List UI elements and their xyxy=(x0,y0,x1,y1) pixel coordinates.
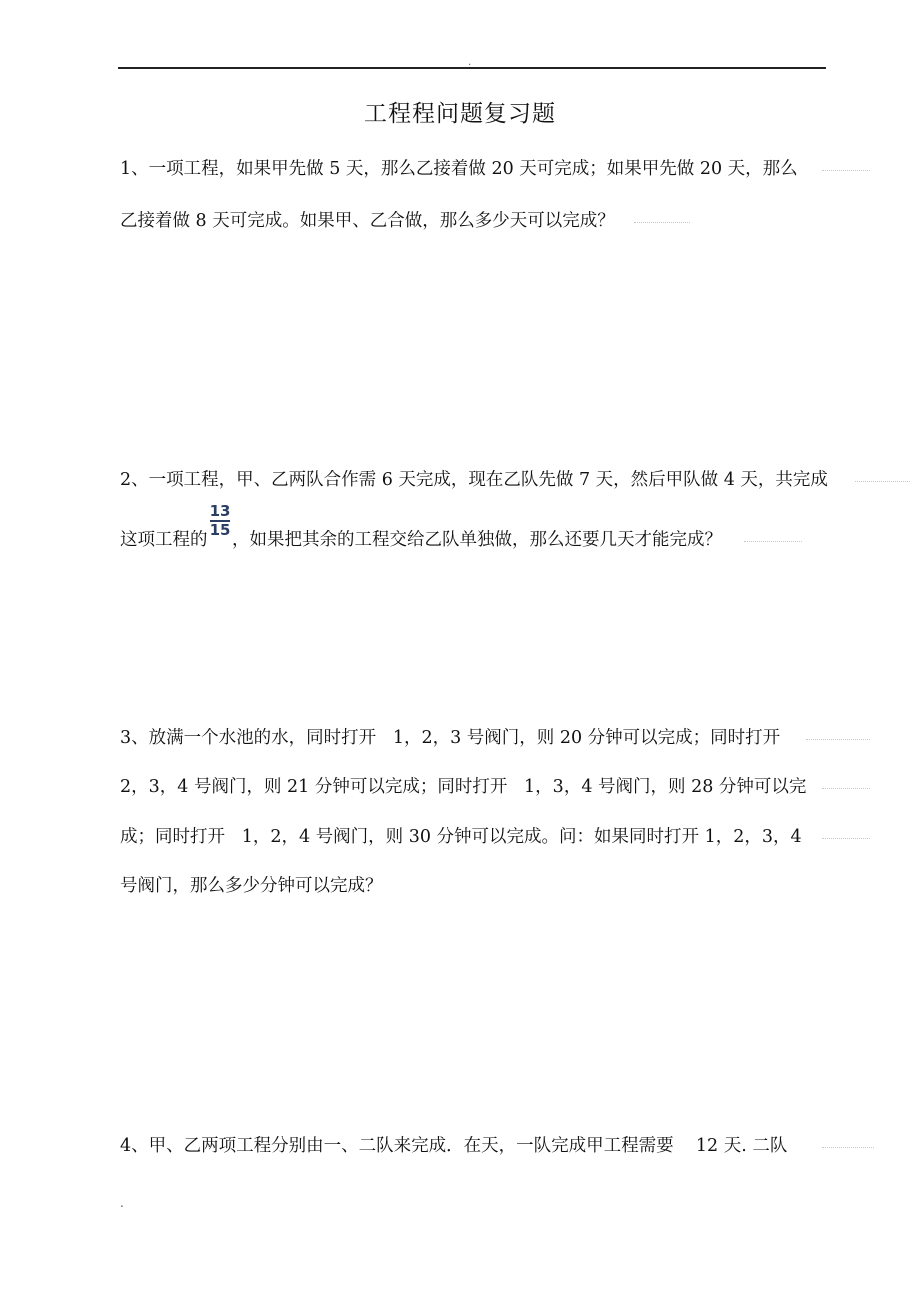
question-3-line-2: 2，3，4 号阀门，则 21 分钟可以完成；同时打开 1，3，4 号阀门，则 28 分钟可以完 xyxy=(120,777,807,797)
question-4-line-1: 4、甲、乙两项工程分别由一、二队来完成．在天，一队完成甲工程需要 12 天. 二队 xyxy=(120,1136,788,1156)
page-title: 工程程问题复习题 xyxy=(364,101,556,127)
question-2-line-1: 2、一项工程，甲、乙两队合作需 6 天完成，现在乙队先做 7 天，然后甲队做 4 天，共完成 xyxy=(120,470,828,490)
header-dot: . xyxy=(468,57,472,68)
fraction xyxy=(208,503,232,539)
question-3-line-3: 成；同时打开 1，2，4 号阀门，则 30 分钟可以完成。问：如果同时打开 1，2，3，4 xyxy=(120,827,802,847)
question-3-line-1: 3、放满一个水池的水，同时打开 1，2，3 号阀门，则 20 分钟可以完成；同时打开 xyxy=(120,728,781,748)
dotted-fill xyxy=(634,222,690,223)
dotted-fill xyxy=(806,739,870,740)
dotted-fill xyxy=(822,1147,874,1148)
question-2-line-2-prefix: 这项工程的 xyxy=(120,530,208,550)
question-1-line-1: 1、一项工程，如果甲先做 5 天，那么乙接着做 20 天可完成；如果甲先做 20 天，那么 xyxy=(120,159,798,179)
fraction-numerator: 13 xyxy=(209,502,231,520)
dotted-fill xyxy=(822,170,870,171)
question-2-line-2-suffix: ，如果把其余的工程交给乙队单独做，那么还要几天才能完成？ xyxy=(232,530,722,550)
header-rule xyxy=(118,67,826,69)
footer-dot: . xyxy=(120,1196,124,1210)
fraction-denominator: 15 xyxy=(209,521,231,539)
question-3-line-4: 号阀门，那么多少分钟可以完成？ xyxy=(120,876,383,896)
dotted-fill xyxy=(822,788,870,789)
question-1-line-2: 乙接着做 8 天可完成。如果甲、乙合做，那么多少天可以完成？ xyxy=(120,211,615,231)
dotted-fill xyxy=(822,838,870,839)
dotted-fill xyxy=(744,541,802,542)
dotted-fill xyxy=(855,481,910,482)
